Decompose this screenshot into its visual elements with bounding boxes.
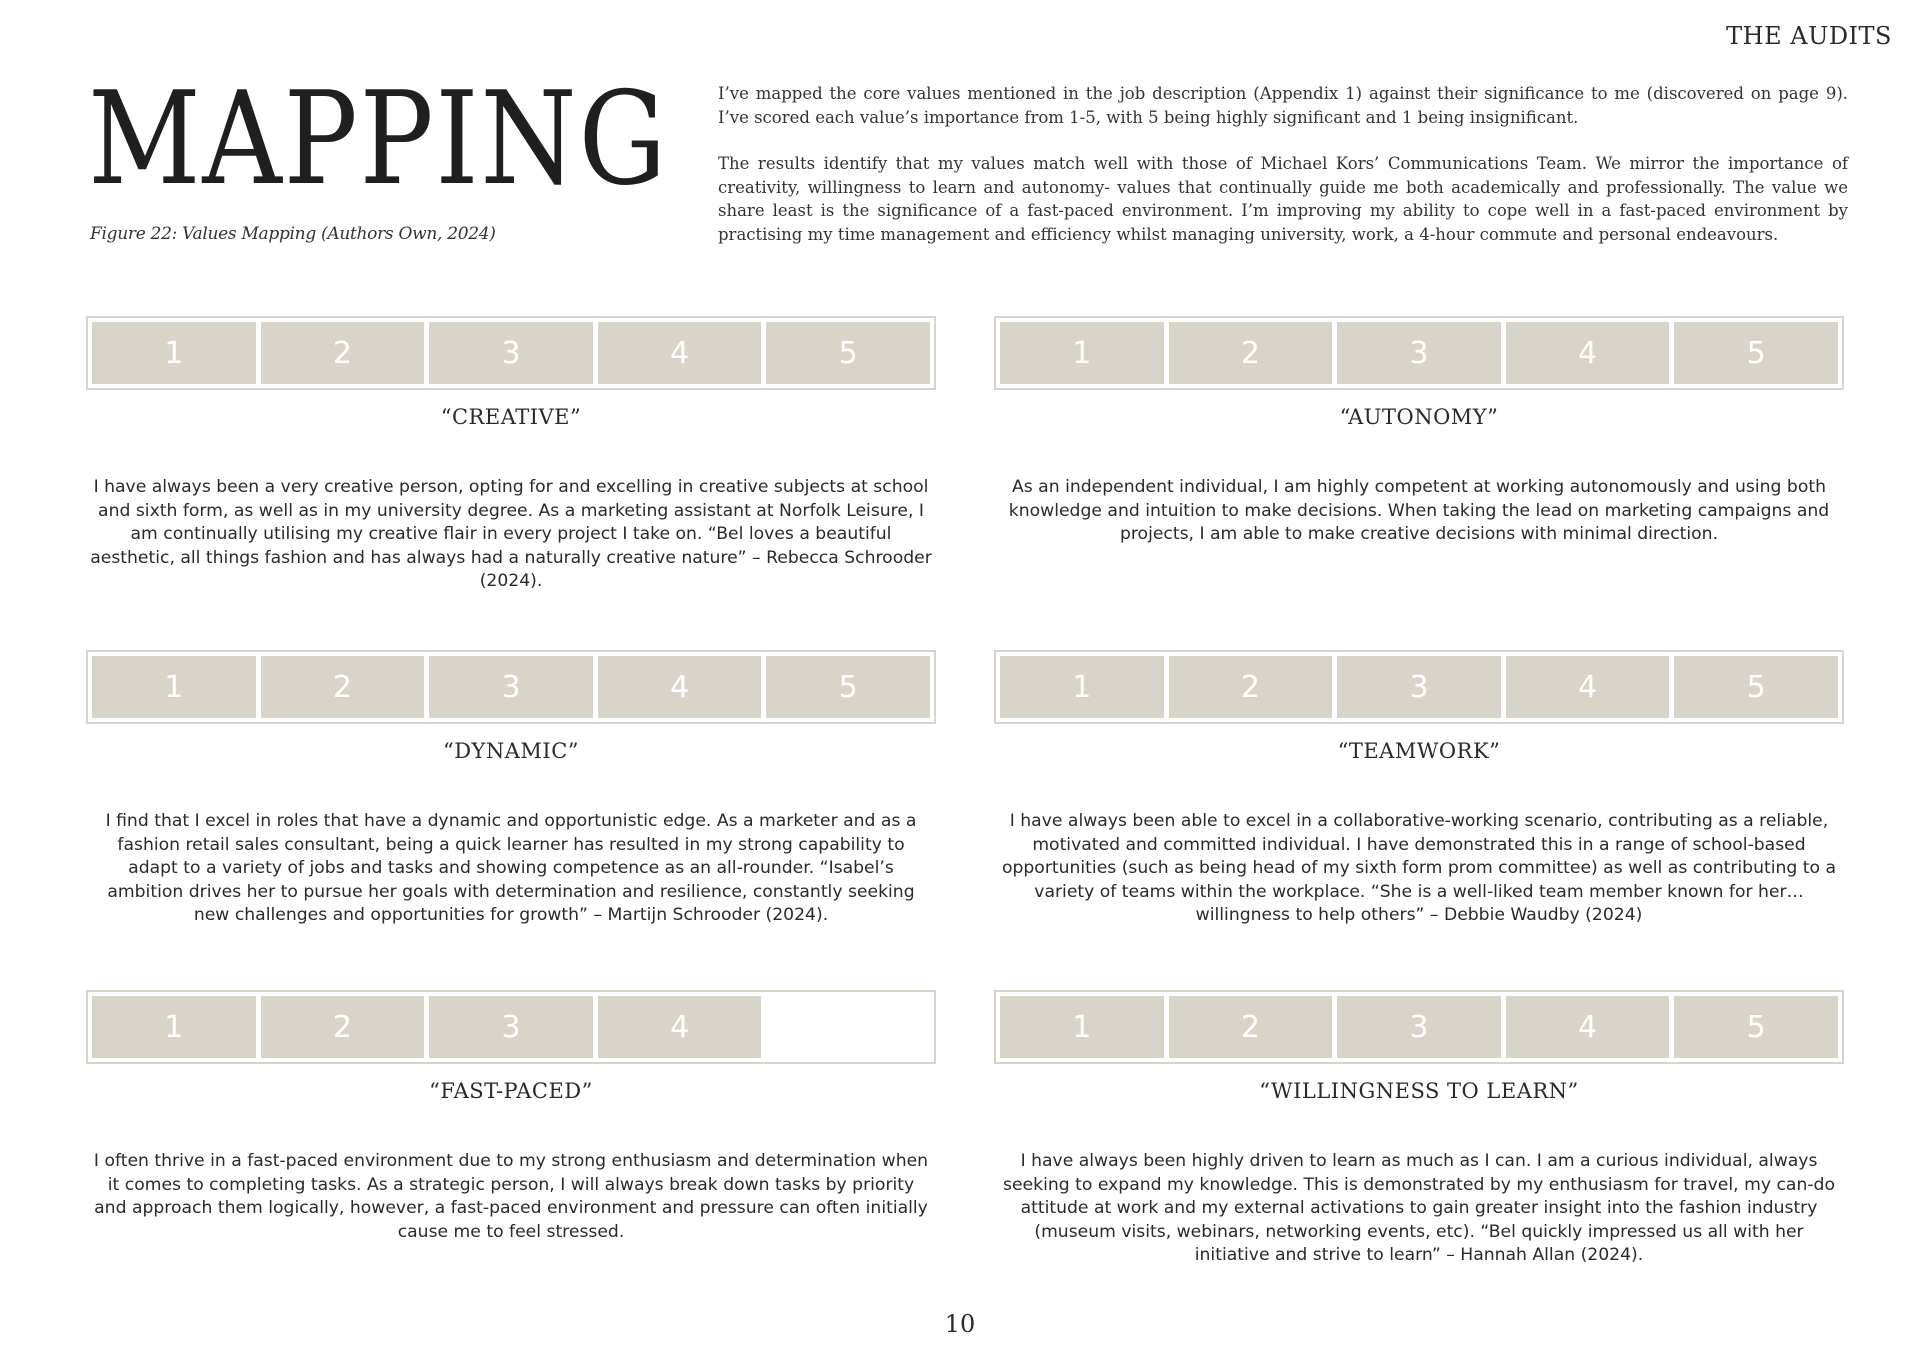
value-block-dynamic — [86, 650, 936, 928]
page-title: MAPPING — [88, 65, 669, 214]
rating-cell: 5 — [1674, 322, 1838, 384]
value-description: I often thrive in a fast-paced environment due to my strong enthusiasm and determination when it comes to completing tasks. As a strategic person, I will always break down tasks by priority and approach them logically, however, a fast-paced environment and pressure can often initially cause me to feel stressed. — [93, 1151, 929, 1242]
rating-cell: 3 — [429, 996, 593, 1058]
rating-scale — [994, 650, 1844, 724]
rating-scale — [994, 316, 1844, 390]
rating-scale — [994, 990, 1844, 1064]
section-label: THE AUDITS — [1726, 22, 1892, 50]
value-description: As an independent individual, I am highly competent at working autonomously and using both knowledge and intuition to make decisions. When taking the lead on marketing campaigns and projects, I am able to make creative decisions with minimal direction. — [1008, 477, 1830, 544]
rating-cell: 5 — [766, 656, 930, 718]
rating-cell: 4 — [1506, 996, 1670, 1058]
rating-cell: 4 — [598, 322, 762, 384]
rating-cell: 2 — [1169, 656, 1333, 718]
rating-cell: 1 — [1000, 656, 1164, 718]
rating-cell: 1 — [1000, 996, 1164, 1058]
rating-scale — [86, 990, 936, 1064]
value-description: I have always been able to excel in a collaborative-working scenario, contributing as a reliable, motivated and committed individual. I have demonstrated this in a range of school-based opportunities (such as being head of my sixth form prom committee) as well as contributing to a variety of teams within the workplace. “She is a well-liked team member known for her… willingness to help others” – Debbie Waudby (2024) — [1001, 811, 1837, 925]
rating-cell: 3 — [1337, 322, 1501, 384]
value-name: “DYNAMIC” — [442, 739, 580, 763]
rating-cell: 4 — [1506, 322, 1670, 384]
intro-paragraph: I’ve mapped the core values mentioned in the job description (Appendix 1) against their significance to me (discovered on page 9). I’ve scored each value’s importance from 1-5, with 5 being highly significant and 1 being insignificant. — [718, 84, 1848, 127]
value-description: I find that I excel in roles that have a dynamic and opportunistic edge. As a marketer and as a fashion retail sales consultant, being a quick learner has resulted in my strong capability to adapt to a variety of jobs and tasks and showing competence as an all-rounder. “Isabel’s ambition drives her to pursue her goals with determination and resilience, constantly seeking new challenges and opportunities for growth” – Martijn Schrooder (2024). — [105, 811, 917, 925]
rating-cell: 3 — [429, 322, 593, 384]
value-name: “WILLINGNESS TO LEARN” — [1259, 1079, 1579, 1103]
rating-cell: 5 — [1674, 996, 1838, 1058]
value-block-willingness-to-learn — [994, 990, 1844, 1268]
value-name: “AUTONOMY” — [1339, 405, 1499, 429]
rating-cell: 2 — [261, 656, 425, 718]
rating-cell: 1 — [92, 996, 256, 1058]
rating-cell: 2 — [261, 996, 425, 1058]
rating-cell: 5 — [1674, 656, 1838, 718]
value-description: I have always been highly driven to learn as much as I can. I am a curious individual, always seeking to expand my knowledge. This is demonstrated by my enthusiasm for travel, my can-do attitude at work and my external activations to gain greater insight into the fashion industry (museum visits, webinars, networking events, etc). “Bel quickly impressed us all with her initiative and strive to learn” – Hannah Allan (2024). — [1003, 1151, 1835, 1265]
rating-cell: 2 — [261, 322, 425, 384]
value-name: “TEAMWORK” — [1337, 739, 1501, 763]
intro-text — [718, 82, 1848, 269]
value-name: “FAST-PACED” — [429, 1079, 593, 1103]
rating-cell: 3 — [429, 656, 593, 718]
rating-cell: 5 — [766, 322, 930, 384]
value-block-teamwork — [994, 650, 1844, 928]
value-block-fast-paced — [86, 990, 936, 1244]
rating-cell: 4 — [1506, 656, 1670, 718]
rating-cell: 3 — [1337, 996, 1501, 1058]
rating-cell: 2 — [1169, 996, 1333, 1058]
rating-cell: 3 — [1337, 656, 1501, 718]
rating-cell: 4 — [598, 656, 762, 718]
intro-paragraph: The results identify that my values match well with those of Michael Kors’ Communications Team. We mirror the importance of creativity, willingness to learn and autonomy- values that continually guide me both academically and professionally. The value we share least is the significance of a fast-paced environment. I’m improving my ability to cope well in a fast-paced environment by practising my time management and efficiency whilst managing university, work, a 4-hour commute and personal endeavours. — [718, 154, 1848, 244]
page-number: 10 — [944, 1310, 976, 1338]
value-block-creative — [86, 316, 936, 594]
rating-cell: 2 — [1169, 322, 1333, 384]
figure-caption: Figure 22: Values Mapping (Authors Own, 2024) — [90, 224, 496, 244]
rating-scale — [86, 316, 936, 390]
rating-cell: 1 — [1000, 322, 1164, 384]
rating-scale — [86, 650, 936, 724]
rating-cell: 1 — [92, 322, 256, 384]
rating-cell: 1 — [92, 656, 256, 718]
value-name: “CREATIVE” — [440, 405, 582, 429]
value-block-autonomy — [994, 316, 1844, 547]
rating-cell — [766, 996, 930, 1058]
value-description: I have always been a very creative person, opting for and excelling in creative subjects at school and sixth form, as well as in my university degree. As a marketing assistant at Norfolk Leisure, I am continually utilising my creative flair in every project I take on. “Bel loves a beautiful aesthetic, all things fashion and has always had a naturally creative nature” – Rebecca Schrooder (2024). — [90, 477, 932, 591]
rating-cell: 4 — [598, 996, 762, 1058]
